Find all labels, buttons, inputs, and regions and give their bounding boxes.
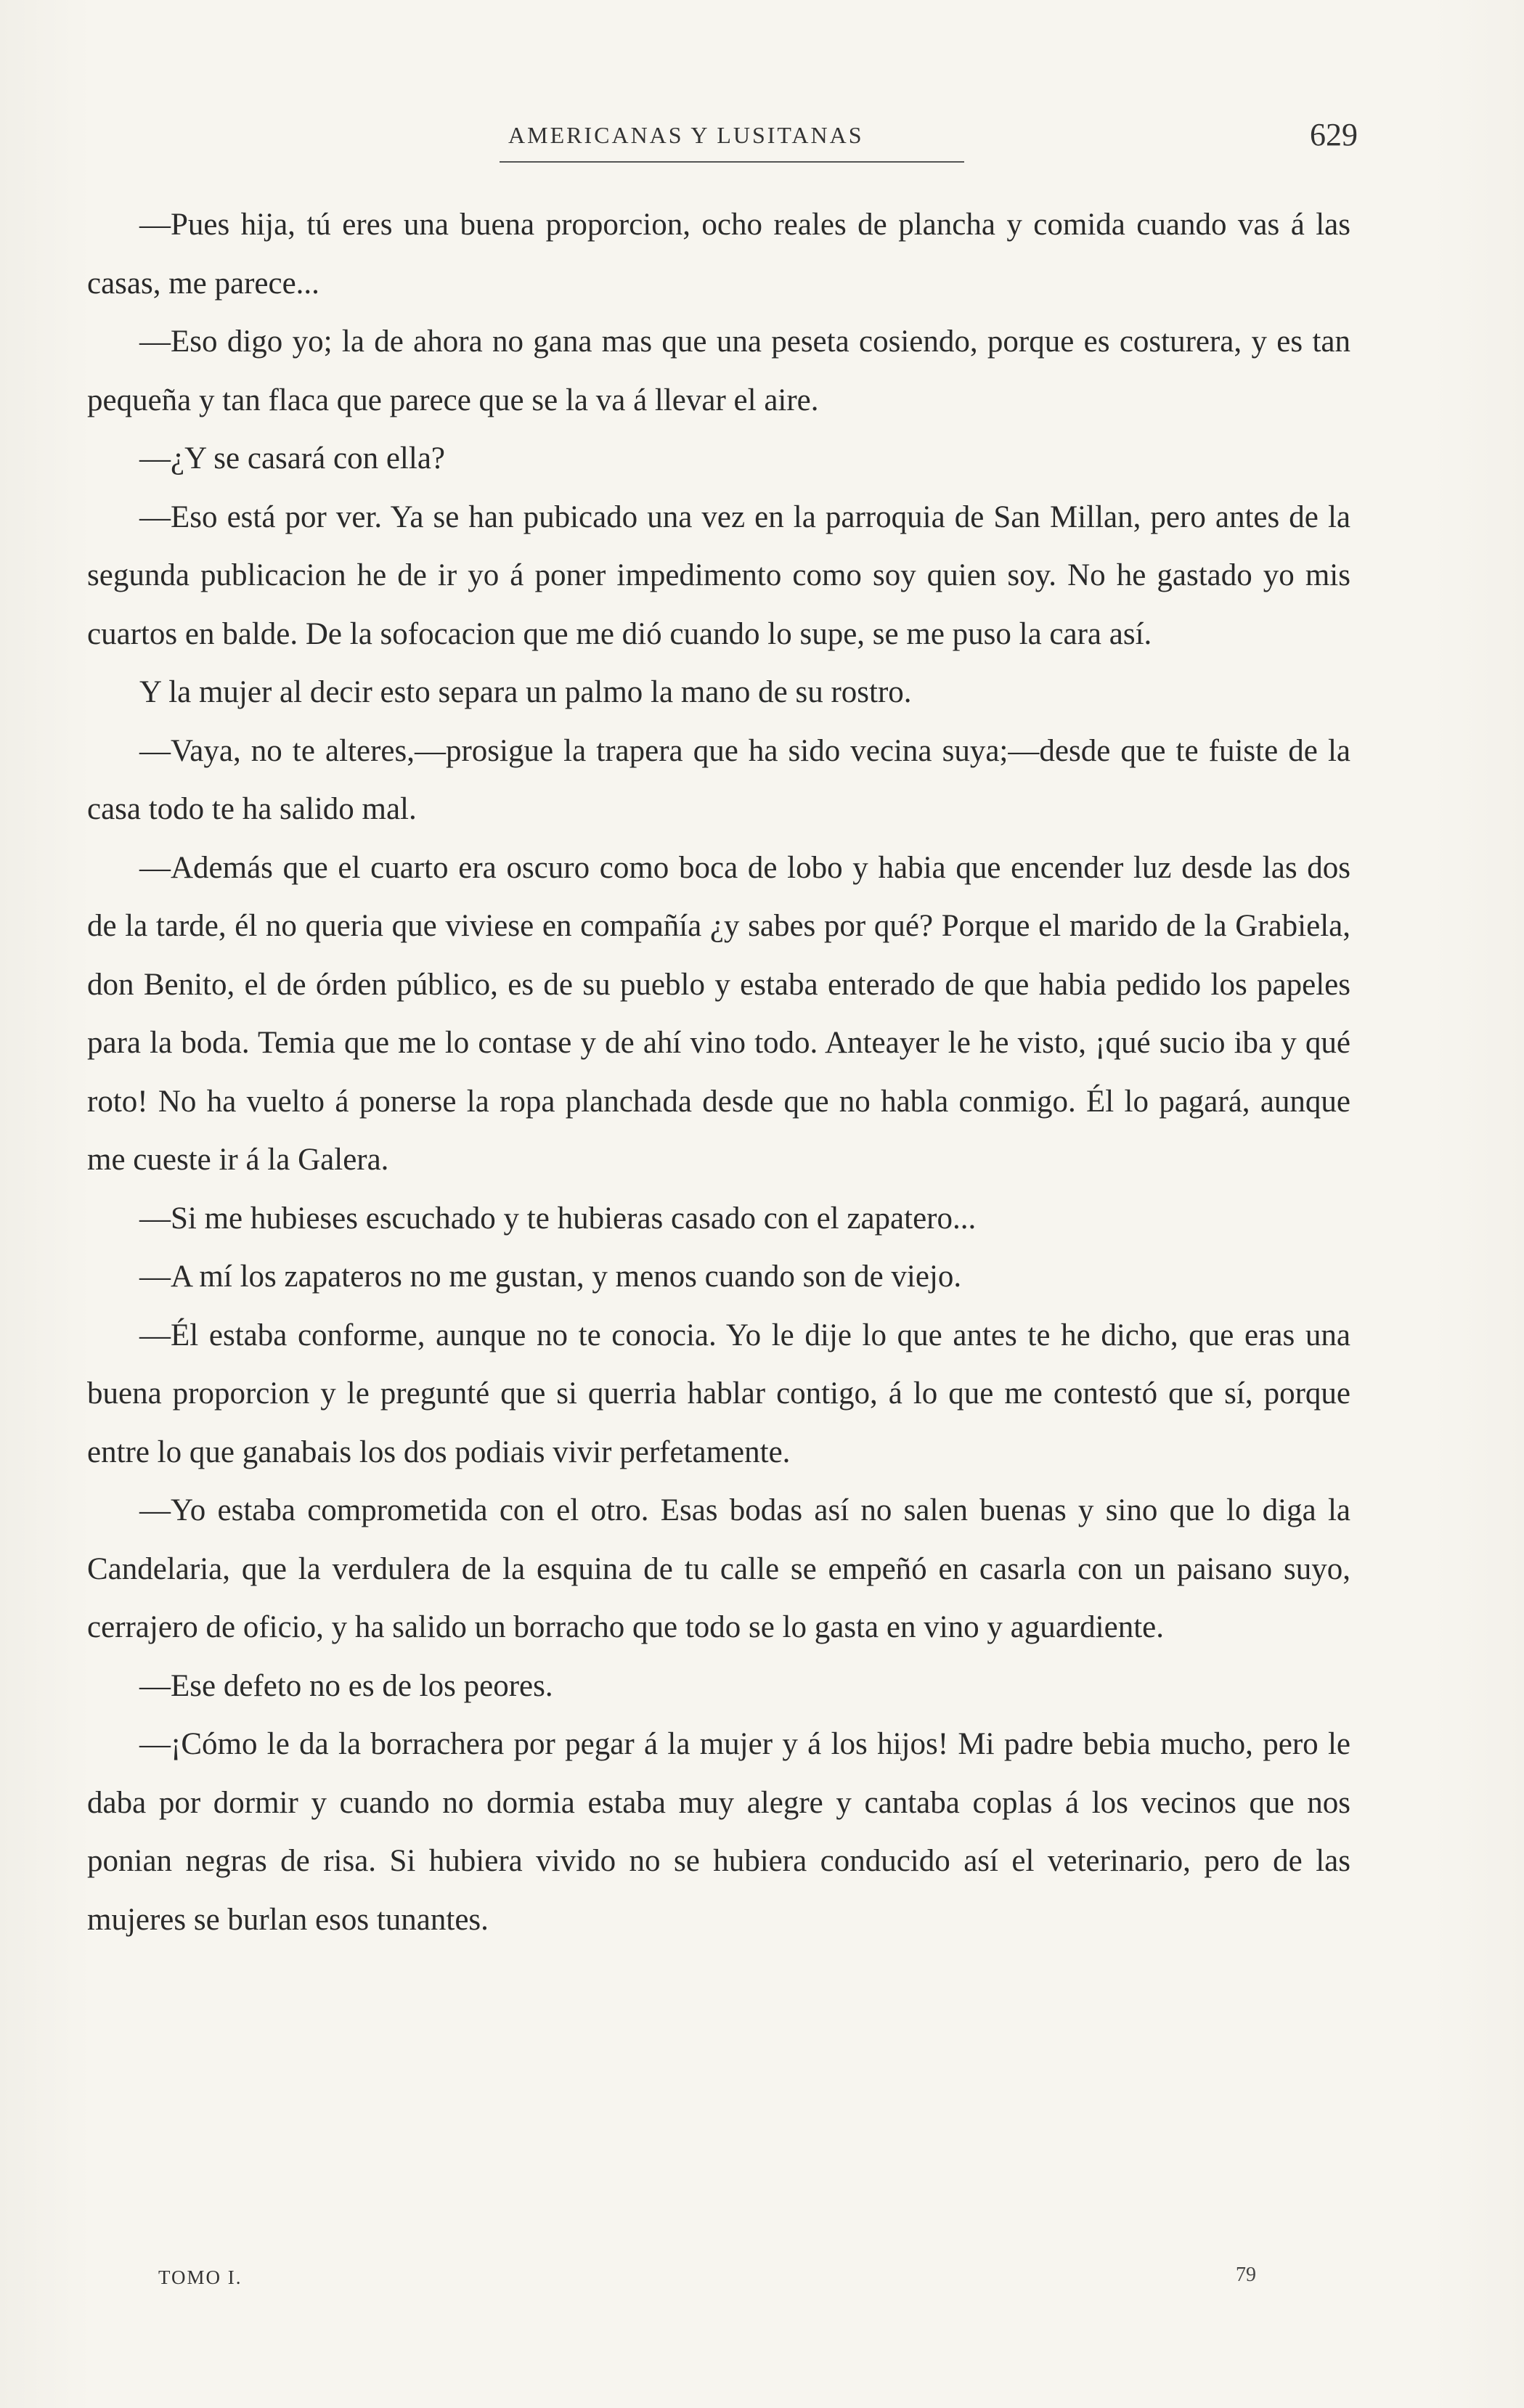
running-title: AMERICANAS Y LUSITANAS [508,122,864,148]
paragraph: —Pues hija, tú eres una buena proporcion, ocho reales de plancha y comida cuando vas á las casas, me parece... [87,208,1350,301]
paragraph: —Eso está por ver. Ya se han pubicado una vez en la parroquia de San Millan, pero antes de la segunda publicacion he de ir yo á poner impedimento como soy quien soy. No he gastado yo mis cuartos en balde. De la sofocacion que me dió cuando lo supe, se me puso la cara así. [87,499,1350,651]
signature-mark: 79 [1236,2264,1256,2286]
paragraph: —Eso digo yo; la de ahora no gana mas que una peseta cosiendo, porque es costurera, y es tan pequeña y tan flaca que parece que se la va á llevar el aire. [87,325,1350,417]
paragraph: —Vaya, no te alteres,—prosigue la trapera que ha sido vecina suya;—desde que te fuiste de la casa todo te ha salido mal. [87,733,1350,826]
paragraph: —Si me hubieses escuchado y te hubieras casado con el zapatero... [139,1201,977,1236]
paragraph: —Él estaba conforme, aunque no te conocia. Yo le dije lo que antes te he dicho, que eras una buena proporcion y le pregunté que si querria hablar contigo, á lo que me contestó que sí, porque entre lo que ganabais los dos podiais vivir perfetamente. [87,1318,1350,1469]
paragraph: —¿Y se casará con ella? [139,441,445,476]
paragraph: —¡Cómo le da la borrachera por pegar á la mujer y á los hijos! Mi padre bebia mucho, pero le daba por dormir y cuando no dormia estaba muy alegre y cantaba coplas á los vecinos que nos ponian negras de risa. Si hubiera vivido no se hubiera conducido así el veterinario, pero de las mujeres se burlan esos tunantes. [87,1727,1350,1937]
paragraph: —Además que el cuarto era oscuro como boca de lobo y habia que encender luz desde las dos de la tarde, él no queria que viviese en compañía ¿y sabes por qué? Porque el marido de la Grabiela, don Benito, el de órden público, es de su pueblo y estaba enterado de que habia pedido los papeles para la boda. Temia que me lo contase y de ahí vino todo. Anteayer le he visto, ¡qué sucio iba y qué roto! No ha vuelto á ponerse la ropa planchada desde que no habla conmigo. Él lo pagará, aunque me cueste ir á la Galera. [87,850,1350,1177]
paragraph: —A mí los zapateros no me gustan, y menos cuando son de viejo. [139,1260,962,1294]
paragraph: Y la mujer al decir esto separa un palmo la mano de su rostro. [139,675,912,709]
paragraph: —Yo estaba comprometida con el otro. Esas bodas así no salen buenas y sino que lo diga la Candelaria, que la verdulera de la esquina de tu calle se empeñó en casarla con un paisano suyo, cerrajero de oficio, y ha salido un borracho que todo se lo gasta en vino y aguardiente. [87,1493,1350,1644]
page-header [508,116,1409,160]
paragraph: —Ese defeto no es de los peores. [139,1668,553,1703]
header-rule [500,161,964,163]
volume-label: TOMO I. [158,2266,243,2288]
body-text [87,196,1350,1949]
page-number: 629 [1310,117,1358,152]
